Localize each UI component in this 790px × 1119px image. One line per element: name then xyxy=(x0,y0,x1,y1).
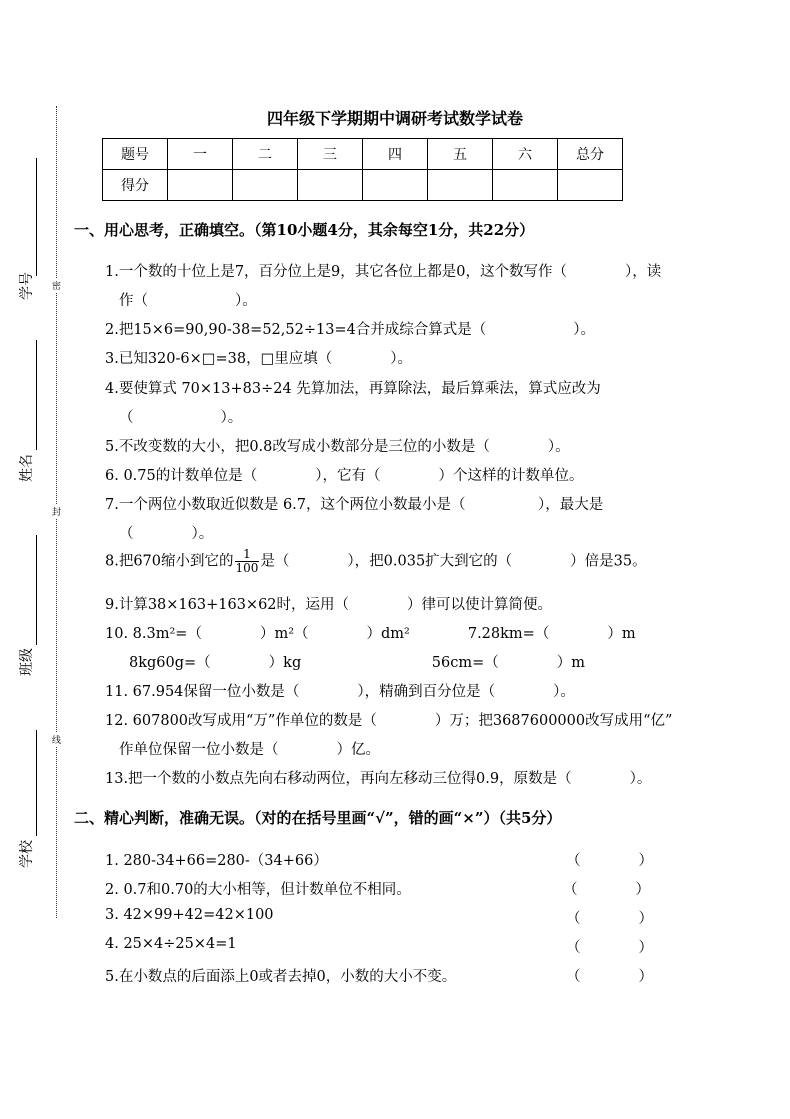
score-cell[interactable] xyxy=(298,170,363,201)
section2-heading: 二、精心判断，准确无误。（对的在括号里画“√”，错的画“×”）（共5分） xyxy=(74,809,562,827)
question-line: 作单位保留一位小数是（ ）亿。 xyxy=(119,742,380,758)
question-line: 6. 0.75的计数单位是（ ），它有（ ）个这样的计数单位。 xyxy=(105,468,584,484)
table-header-cell: 三 xyxy=(298,139,363,170)
school-label: 学校 xyxy=(19,840,35,868)
seal-mark-feng: 封 xyxy=(52,505,61,518)
question-line: 10. 8.3m²=（ ）m²（ ）dm² 7.28km=（ ）m xyxy=(105,626,636,642)
judge-item-text: 5.在小数点的后面添上0或者去掉0，小数的大小不变。 xyxy=(105,969,457,985)
page-title: 四年级下学期期中调研考试数学试卷 xyxy=(266,109,523,128)
table-header-cell: 总分 xyxy=(558,139,623,170)
judge-item-blank[interactable]: （ ） xyxy=(566,911,653,927)
question-line: 9.计算38×163+163×62时，运用（ ）律可以使计算简便。 xyxy=(105,597,553,613)
question-line: 13.把一个数的小数点先向右移动两位，再向左移动三位得0.9，原数是（ ）。 xyxy=(105,771,652,787)
student-id-line xyxy=(36,158,37,276)
table-header-cell: 题号 xyxy=(103,139,168,170)
question-8-after: 是（ ），把0.035扩大到它的（ ）倍是35。 xyxy=(260,553,647,570)
question-line: 作（ ）。 xyxy=(119,293,257,309)
question-line: 7.一个两位小数取近似数是 6.7，这个两位小数最小是（ ），最大是 xyxy=(105,497,604,513)
judge-item-blank[interactable]: （ ） xyxy=(566,969,653,985)
question-8 xyxy=(105,548,647,575)
table-header-cell: 一 xyxy=(168,139,233,170)
question-line: （ ）。 xyxy=(119,526,214,542)
question-line: 5.不改变数的大小，把0.8改写成小数部分是三位的小数是（ ）。 xyxy=(105,439,570,455)
judge-item-text: 3. 42×99+42=42×100 xyxy=(105,907,274,923)
question-line: 3.已知320-6×□=38，□里应填（ ）。 xyxy=(105,351,413,367)
class-line xyxy=(36,535,37,645)
question-line: 12. 607800改写成用“万”作单位的数是（ ）万；把3687600000改写成用“亿” xyxy=(105,713,673,729)
name-label: 姓名 xyxy=(19,454,35,482)
table-header-cell: 四 xyxy=(363,139,428,170)
score-cell[interactable] xyxy=(558,170,623,201)
fraction-numerator: 1 xyxy=(235,548,260,562)
section1-heading: 一、用心思考，正确填空。（第10小题4分，其余每空1分，共22分） xyxy=(74,221,535,239)
class-label: 班级 xyxy=(19,648,35,676)
judge-item-blank[interactable]: （ ） xyxy=(563,882,650,898)
score-cell[interactable] xyxy=(233,170,298,201)
score-table xyxy=(102,138,623,201)
question-line: 11. 67.954保留一位小数是（ ），精确到百分位是（ ）。 xyxy=(105,684,575,700)
score-row-label: 得分 xyxy=(103,170,168,201)
score-cell[interactable] xyxy=(363,170,428,201)
question-8-before: 8.把670缩小到它的 xyxy=(105,553,234,570)
judge-item-text: 1. 280-34+66=280-（34+66） xyxy=(105,853,328,869)
score-cell[interactable] xyxy=(428,170,493,201)
score-table-header-row xyxy=(103,139,623,170)
question-line: 4.要使算式 70×13+83÷24 先算加法，再算除法，最后算乘法，算式应改为 xyxy=(105,381,601,397)
student-id-label: 学号 xyxy=(19,272,35,300)
judge-item-blank[interactable]: （ ） xyxy=(566,853,653,869)
score-cell[interactable] xyxy=(493,170,558,201)
judge-item-blank[interactable]: （ ） xyxy=(566,940,653,956)
table-header-cell: 五 xyxy=(428,139,493,170)
judge-item-text: 2. 0.7和0.70的大小相等，但计数单位不相同。 xyxy=(105,882,411,898)
seal-mark-xian: 线 xyxy=(52,733,61,746)
question-line: （ ）。 xyxy=(119,410,243,426)
question-line: 1.一个数的十位上是7，百分位上是9，其它各位上都是0，这个数写作（ ），读 xyxy=(105,264,662,280)
school-line xyxy=(36,730,37,836)
question-line: 2.把15×6=90,90-38=52,52÷13=4合并成综合算式是（ ）。 xyxy=(105,322,596,338)
table-header-cell: 六 xyxy=(493,139,558,170)
score-table-score-row xyxy=(103,170,623,201)
judge-item-text: 4. 25×4÷25×4=1 xyxy=(105,936,237,952)
fraction-one-hundredth xyxy=(235,548,260,575)
table-header-cell: 二 xyxy=(233,139,298,170)
fraction-denominator: 100 xyxy=(235,561,259,575)
seal-mark-mi: 密 xyxy=(52,279,61,292)
question-line: 8kg60g=（ ）kg 56cm=（ ）m xyxy=(129,655,585,671)
score-cell[interactable] xyxy=(168,170,233,201)
name-line xyxy=(36,340,37,450)
